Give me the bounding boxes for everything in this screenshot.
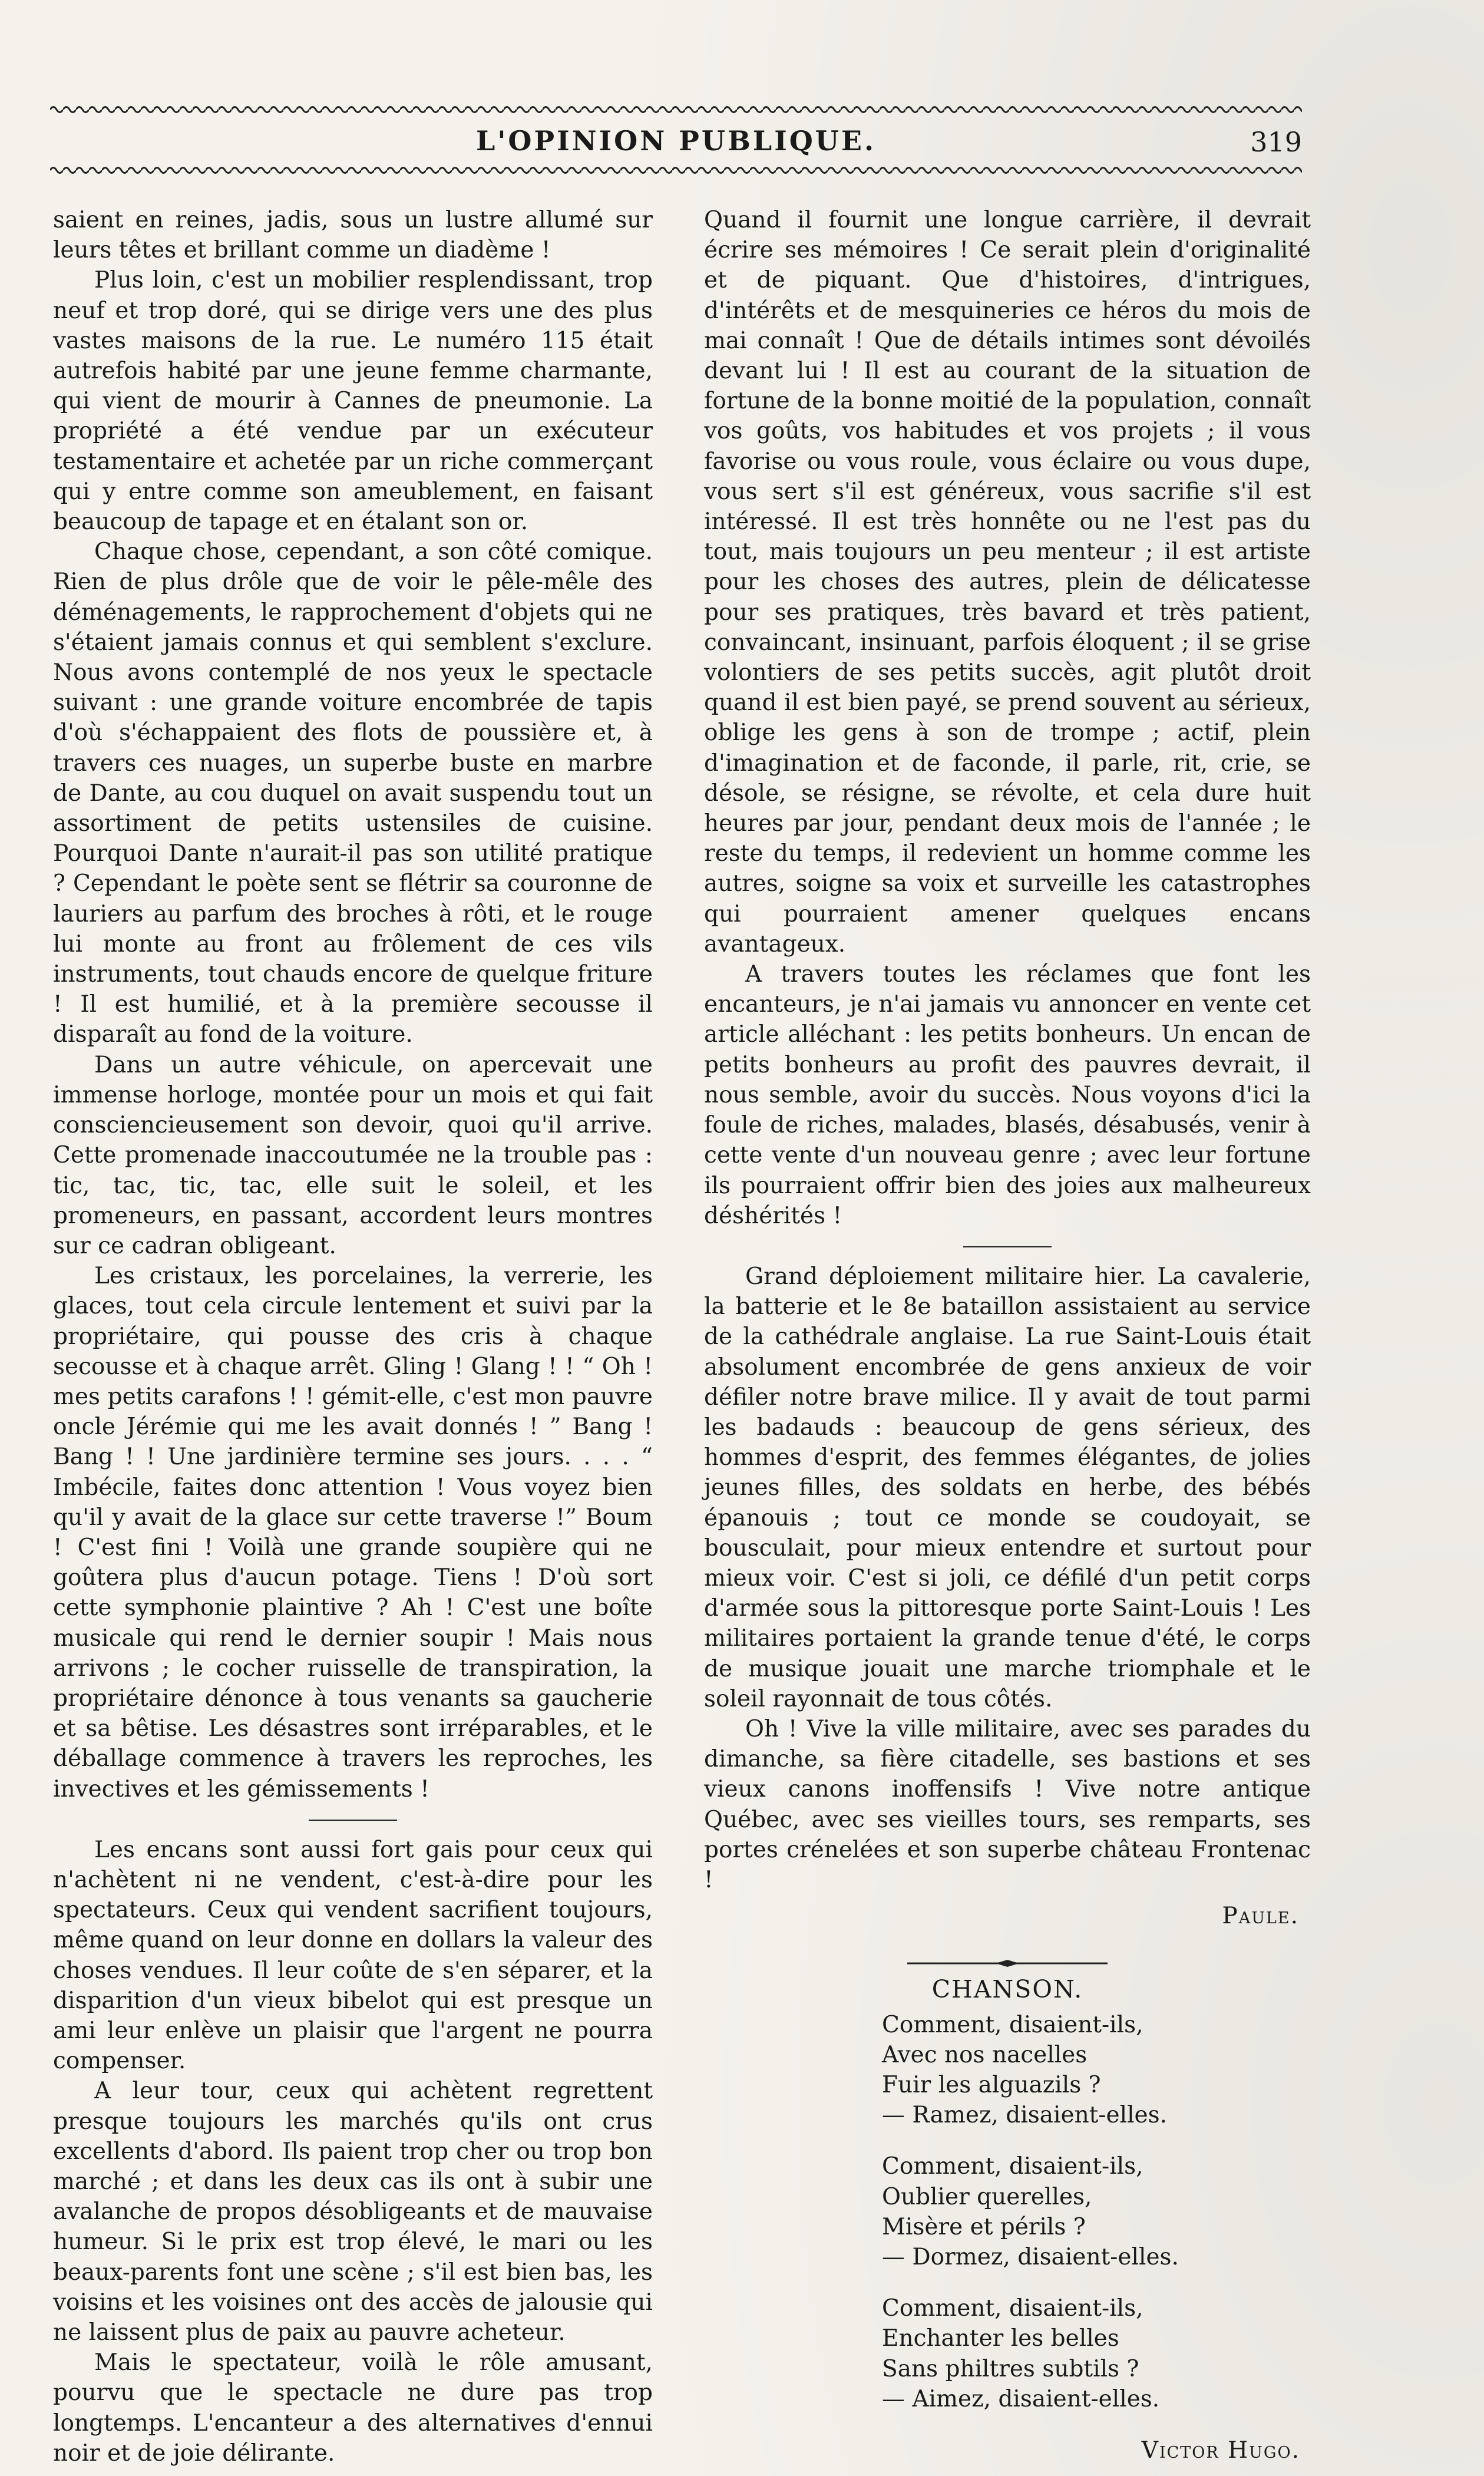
poem-line: Misère et périls ? [882, 2213, 1086, 2240]
top-ornamental-rule [50, 103, 1302, 116]
poem-line: Oublier querelles, [882, 2183, 1092, 2210]
publication-title: L'OPINION PUBLIQUE. [475, 125, 876, 157]
poem-stanza [882, 2293, 1311, 2414]
article-paragraph: Les cristaux, les porcelaines, la verrerie, les glaces, tout cela circule lentement et suivi par la propriétaire, qui pousse des cris à chaque secousse et à chaque arrêt. Gling ! Glang ! ! “ Oh ! mes petits carafons ! ! gémit-elle, c'est mon pauvre oncle Jérémie qui me les avait donnés ! ” Bang ! Bang ! ! Une jardinière termine ses jours. . . . “ Imbécile, faites donc attention ! Vous voyez bien qu'il y avait de la glace sur cette traverse !” Boum ! C'est fini ! Voilà une grande soupière qui ne goûtera plus d'aucun potage. Tiens ! D'où sort cette symphonie plaintive ? Ah ! C'est une boîte musicale qui rend le dernier soupir ! Mais nous arrivons ; le cocher ruisselle de transpiration, la propriétaire dénonce à tous venants sa gaucherie et sa bêtise. Les désastres sont irréparables, et le déballage commence à travers les reproches, les invectives et les gémissements ! [53, 1263, 653, 1802]
poem-line: Comment, disaient-ils, [882, 2295, 1143, 2322]
article-paragraph: Dans un autre véhicule, on apercevait une immense horloge, montée pour un mois et qui fait consciencieusement son devoir, quoi qu'il arrive. Cette promenade inaccoutumée ne la trouble pas : tic, tac, tic, tac, elle suit le soleil, et les promeneurs, en passant, accordent leurs montres sur ce cadran obligeant. [53, 1051, 653, 1259]
poem-line: Sans philtres subtils ? [882, 2355, 1139, 2382]
left-column [53, 205, 653, 2468]
article-paragraph: Grand déploiement militaire hier. La cavalerie, la batterie et le 8e bataillon assistaient au service de la cathédrale anglaise. La rue Saint-Louis était absolument encombrée de gens anxieux de voir défiler notre brave milice. Il y avait de tout parmi les badauds : beaucoup de gens sérieux, des hommes d'esprit, des femmes élégantes, de jolies jeunes filles, des soldats en herbe, des bébés épanouis ; tout ce monde se coudoyait, se bousculait, pour mieux entendre et surtout pour mieux voir. C'est si joli, ce défilé d'un petit corps d'armée sous la pittoresque porte Saint-Louis ! Les militaires portaient la grande tenue d'été, le corps de musique jouait une marche triomphale et le soleil rayonnait de tous côtés. [704, 1263, 1311, 1712]
article-paragraph: Quand il fournit une longue carrière, il devrait écrire ses mémoires ! Ce serait plein d'originalité et de piquant. Que d'histoires, d'intrigues, d'intérêts et de mesquineries ce héros du mois de mai connaît ! Que de détails intimes sont dévoilés devant lui ! Il est au courant de la situation de fortune de la bonne moitié de la population, connaît vos goûts, vos habitudes et vos projets ; il vous favorise ou vous roule, vous éclaire ou vous dupe, vous sert s'il est généreux, vous sacrifie s'il est intéressé. Il est très honnête ou ne l'est pas du tout, mais toujours un peu menteur ; il est artiste pour les choses des autres, plein de délicatesse pour ses pratiques, très bavard et très patient, convaincant, insinuant, parfois éloquent ; il se grise volontiers de ses petits succès, agit plutôt droit quand il est bien payé, se prend souvent au sérieux, oblige les gens à son de trompe ; actif, plein d'imagination et de faconde, il parle, rit, crie, se désole, se résigne, se révolte, et cela dure huit heures par jour, pendant deux mois de l'année ; le reste du temps, il redevient un homme comme les autres, soigne sa voix et surveille les catastrophes qui pourraient amener quelques encans avantageux. [704, 207, 1311, 958]
section-separator [963, 1246, 1052, 1247]
poem-line: Comment, disaient-ils, [882, 2153, 1143, 2180]
poem-author: Victor Hugo. [1141, 2437, 1300, 2464]
poem-line: — Ramez, disaient-elles. [882, 2102, 1168, 2129]
poem-stanza [882, 2151, 1311, 2272]
header-ornamental-rule [50, 164, 1302, 177]
poem-line: — Dormez, disaient-elles. [882, 2244, 1179, 2270]
poem-line: Enchanter les belles [882, 2325, 1119, 2352]
page-number: 319 [1250, 126, 1302, 158]
article-paragraph: Mais le spectateur, voilà le rôle amusant, pourvu que le spectacle ne dure pas trop longtemps. L'encanteur a des alternatives d'ennui noir et de joie délirante. [53, 2349, 653, 2467]
page-header [50, 125, 1302, 160]
article-paragraph: Chaque chose, cependant, a son côté comique. Rien de plus drôle que de voir le pêle-mêle des déménagements, le rapprochement d'objets qui ne s'étaient jamais connus et qui semblent s'exclure. Nous avons contemplé de nos yeux le spectacle suivant : une grande voiture encombrée de tapis d'où s'échappaient des flots de poussière et, à travers ces nuages, un superbe buste en marbre de Dante, au cou duquel on avait suspendu tout un assortiment de petits ustensiles de cuisine. Pourquoi Dante n'aurait-il pas son utilité pratique ? Cependant le poète sent se flétrir sa couronne de lauriers au parfum des broches à rôti, et le rouge lui monte au front au frôlement de ces vils instruments, tout chauds encore de quelque friture ! Il est humilié, et à la première secousse il disparaît au fond de la voiture. [53, 539, 653, 1048]
right-column [704, 205, 1311, 2465]
poem-line: — Aimez, disaient-elles. [882, 2385, 1160, 2412]
article-paragraph: saient en reines, jadis, sous un lustre allumé sur leurs têtes et brillant comme un diadème ! [53, 207, 653, 264]
poem-ornament [704, 1959, 1311, 1967]
article-paragraph: Oh ! Vive la ville militaire, avec ses parades du dimanche, sa fière citadelle, ses bastions et ses vieux canons inoffensifs ! Vive notre antique Québec, avec ses vieilles tours, ses remparts, ses portes crénelées et son superbe château Frontenac ! [704, 1715, 1311, 1893]
poem-stanza [882, 2010, 1311, 2131]
poem-line: Avec nos nacelles [882, 2041, 1088, 2068]
article-paragraph: A leur tour, ceux qui achètent regrettent presque toujours les marchés qu'ils ont crus excellents d'abord. Ils paient trop cher ou trop bon marché ; et dans les deux cas ils ont à subir une avalanche de propos désobligeants et de mauvaise humeur. Si le prix est trop élevé, le mari ou les beaux-parents font une scène ; s'il est bien bas, les voisins et les voisines ont des accès de jalousie qui ne laissent plus de paix au pauvre acheteur. [53, 2078, 653, 2346]
poem-line: Fuir les alguazils ? [882, 2071, 1101, 2098]
poem-title: CHANSON. [931, 1975, 1083, 2004]
article-paragraph: A travers toutes les réclames que font les encanteurs, je n'ai jamais vu annoncer en vente cet article alléchant : les petits bonheurs. Un encan de petits bonheurs au profit des pauvres devrait, il nous semble, avoir du succès. Nous voyons d'ici la foule de riches, malades, blasés, désabusés, venir à cette vente d'un nouveau genre ; avec leur fortune ils pourraient offrir bien des joies aux malheureux déshérités ! [704, 961, 1311, 1229]
article-signature: Paule. [1222, 1903, 1299, 1930]
section-separator [309, 1820, 397, 1821]
article-paragraph: Plus loin, c'est un mobilier resplendissant, trop neuf et trop doré, qui se dirige vers une des plus vastes maisons de la rue. Le numéro 115 était autrefois habité par une jeune femme charmante, qui vient de mourir à Cannes de pneumonie. La propriété a été vendue par un exécuteur testamentaire et achetée par un riche commerçant qui y entre comme son ameublement, en faisant beaucoup de tapage et en étalant son or. [53, 267, 653, 536]
poem-line: Comment, disaient-ils, [882, 2011, 1143, 2038]
article-paragraph: Les encans sont aussi fort gais pour ceux qui n'achètent ni ne vendent, c'est-à-dire pour les spectateurs. Ceux qui vendent sacrifient toujours, même quand on leur donne en dollars la valeur des choses vendues. Il leur coûte de s'en séparer, et la disparition d'un vieux bibelot qui est presque un ami leur enlève un plaisir que l'argent ne pourra compenser. [53, 1836, 653, 2075]
